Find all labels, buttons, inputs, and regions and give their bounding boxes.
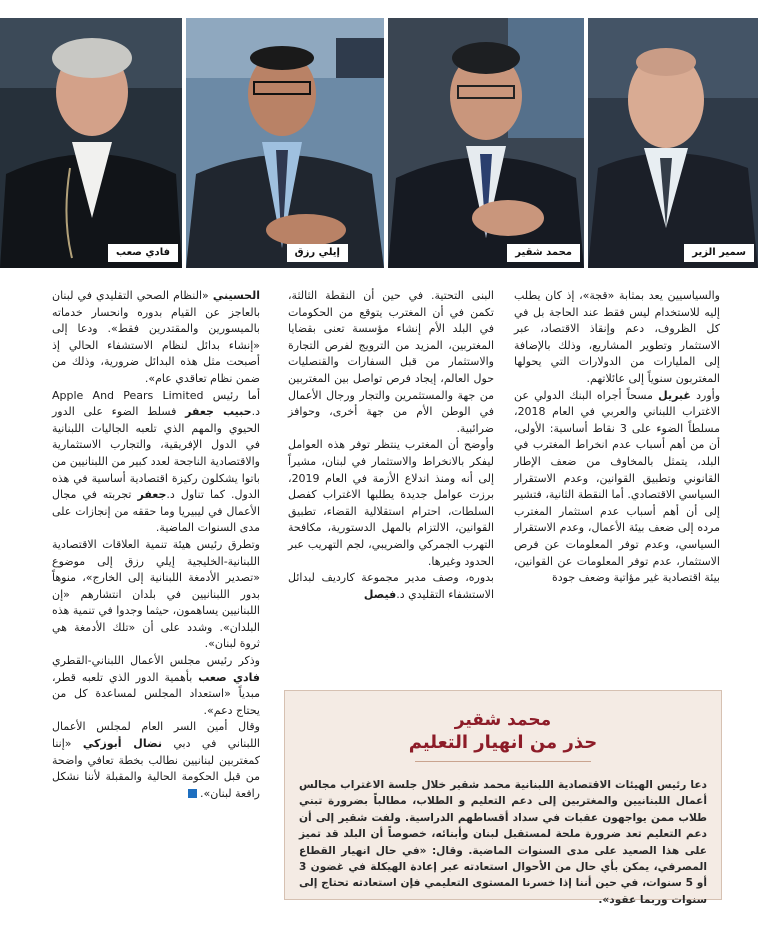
photo-caption: إيلي رزق	[287, 244, 348, 262]
article-end-square-icon	[188, 789, 197, 798]
portrait-image	[186, 18, 384, 268]
article-column-right	[514, 288, 720, 587]
person-name: فادي صعب	[198, 670, 260, 684]
article-column-left	[52, 288, 260, 802]
person-name: نضال أبوزكي	[82, 737, 162, 751]
person-name: غبريل	[658, 388, 691, 402]
paragraph: والسياسيين يعد بمثابة «قجة»، إذ كان يطلب إليه للاستخدام ليس فقط عند الحاجة بل في كل الظروف، دعم وإنقاذ الاقتصاد، عبر الاستثمار وتطوير المشاريع، وذلك بالإضافة إلى المليارات من الدولارات التي يحولها المغتربون سنوياً إلى عائلاتهم.	[514, 289, 720, 385]
paragraph: وأورد غبريل مسحاً أجراه البنك الدولي عن الاغتراب اللبناني والعربي في العام 2018، مسلطاً الضوء على 3 نقاط أساسية: الأولى، أن من أهم أسباب عدم انخراط المغترب في البلد، يتمثل بالمخاوف من ضعف الإطار القانوني وتطبيق القوانين، وعدم الاستقرار السياسي الاقتصادي. أما النقطة الثانية، فتشير إلى أن أهم أسباب عدم استثمار المغترب مرده إلى ضعف بيئة الأعمال، وعدم الاستقرار السياسي، وعدم توفر المعلومات عن فرص الاستثمار، عدم توفر المعلومات عن القوانين، بيئة اقتصادية غير مؤاتية وضعف جودة	[514, 388, 721, 585]
box-person-name: محمد شقير	[454, 710, 552, 730]
paragraph: بدوره، وصف مدير مجموعة كارديف لبدائل الاستشفاء التقليدي د.فيصل	[288, 571, 494, 601]
photo-elie-rizk	[186, 18, 384, 268]
photo-fadi-saab	[0, 18, 182, 268]
paragraph: أما رئيس Apple And Pears Limited د.حبيب جعفر فسلط الضوء على الدور الحيوي والمهم الذي تلعبه الجاليات اللبنانية في الدول الإفريقية، والتجارب الاستثمارية والاقتصادية الناجحة لعدد كبير من اللبنانيين من باتوا يشكلون ركيزة اقتصادية أساسية في هذه الدول. كما تناول د.جعفر تجربته في مجال الأعمال في ليبيريا وما حققه من إنجازات على مدى السنوات الماضية.	[52, 388, 261, 535]
photo-caption: سمير الزير	[684, 244, 754, 262]
paragraph: البنى التحتية. في حين أن النقطة الثالثة، تكمن في أن المغترب يتوقع من الحكومات في البلد الأم إنشاء مؤسسة تعنى بقضايا المغتربين، المزيد من الترويج لفرص التجارة والاستثمار من قبل السفارات والقنصليات حول العالم، إيجاد فرص تواصل بين المغتربين من جهة والمستثمرين والتجار ورجال الأعمال في الوطن الأم من جهة أخرى، وحوافز ضرائبية.	[288, 289, 494, 435]
photo-samir-zeer	[588, 18, 758, 268]
person-name: فيصل	[363, 587, 397, 601]
box-body-text: دعا رئيس الهيئات الاقتصادية اللبنانية محمد شقير خلال جلسة الاغتراب مجالس أعمال اللبنانيين والمغتربين إلى دعم التعليم و الطلاب، مطالباً بضرورة تبني طلاب ممن يواجهون عقبات في سداد أقساطهم الدراسية. ولفت شقير إلى أن دعم التعليم تعد ضرورة ملحة لمستقبل لبنان وأبنائه، خصوصاً أن البلد قد تميز على هذا الصعيد على مدى السنوات الماضية. وقال: «في حال انهيار القطاع المصرفي، يمكن بأي حال من الأحوال استعادته عبر إعادة الهيكلة في غضون 3 أو 5 سنوات، في حين أننا إذا خسرنا المستوى التعليمي فإن استعادته تحتاج إلى سنوات وربما عقود».	[299, 779, 708, 906]
portrait-image	[388, 18, 584, 268]
paragraph: وقال أمين السر العام لمجلس الأعمال اللبناني في دبي نضال أبوزكي «إننا كمغتربين لبنانيين نطالب بخطة تعافي واضحة من قبل الحكومة الحالية والمقبلة لأننا نشكل رافعة لبنان».	[52, 720, 260, 800]
portrait-image	[0, 18, 182, 268]
person-name: جعفر	[137, 488, 167, 502]
paragraph: وأوضح أن المغترب ينتظر توفر هذه العوامل ليفكر بالانخراط والاستثمار في لبنان، مشيراً إلى أنه ومنذ اندلاع الأزمة في العام 2019، برزت عوامل جديدة يطلبها الاغتراب كفصل السلطات، احترام استقلالية القضاء، تطبيق القوانين، الالتزام بالمهل الدستورية، مكافحة التهرب الجمركي والضريبي، لجم التهريب عبر الحدود وغيرها.	[288, 438, 494, 568]
photo-caption: فادي صعب	[108, 244, 178, 262]
divider	[415, 761, 591, 762]
article-column-middle	[288, 288, 494, 603]
sidebar-box	[284, 690, 722, 906]
photo-strip	[0, 18, 758, 268]
portrait-image	[588, 18, 758, 268]
paragraph: الحسيني «النظام الصحي التقليدي في لبنان بالعاجز عن القيام بدوره وانحسار خدماته بالميسورين والمقتدرين فقط». ودعا إلى «إنشاء بدائل لنظام الاستشفاء الحالي إذ أصبحت مثل هذه البدائل ضرورية، وذلك من ضمن نظام تعاقدي عام».	[52, 289, 260, 385]
person-name: الحسيني	[212, 289, 260, 302]
paragraph: وذكر رئيس مجلس الأعمال اللبناني-القطري فادي صعب بأهمية الدور الذي تلعبه قطر، مبدياً «استعداد المجلس لمساعدة كل من يحتاج دعم».	[52, 654, 260, 717]
person-name: حبيب جعفر	[185, 405, 252, 419]
box-headline: حذر من انهيار التعليم	[408, 732, 598, 753]
photo-caption: محمد شقير	[507, 244, 580, 262]
photo-mohamad-choucair	[388, 18, 584, 268]
paragraph: وتطرق رئيس هيئة تنمية العلاقات الاقتصادية اللبنانية-الخليجية إيلي رزق إلى موضوع «تصدير الأدمغة اللبنانية إلى الخارج»، منوهاً بدور اللبنانيين في بلدان انتشارهم «إن اللبنانيين يساهمون، حيثما وجدوا في تنمية هذه البلدان». وشدد على أن «تلك الأدمغة هي ثروة لبنان».	[52, 537, 260, 651]
box-header	[285, 709, 721, 755]
